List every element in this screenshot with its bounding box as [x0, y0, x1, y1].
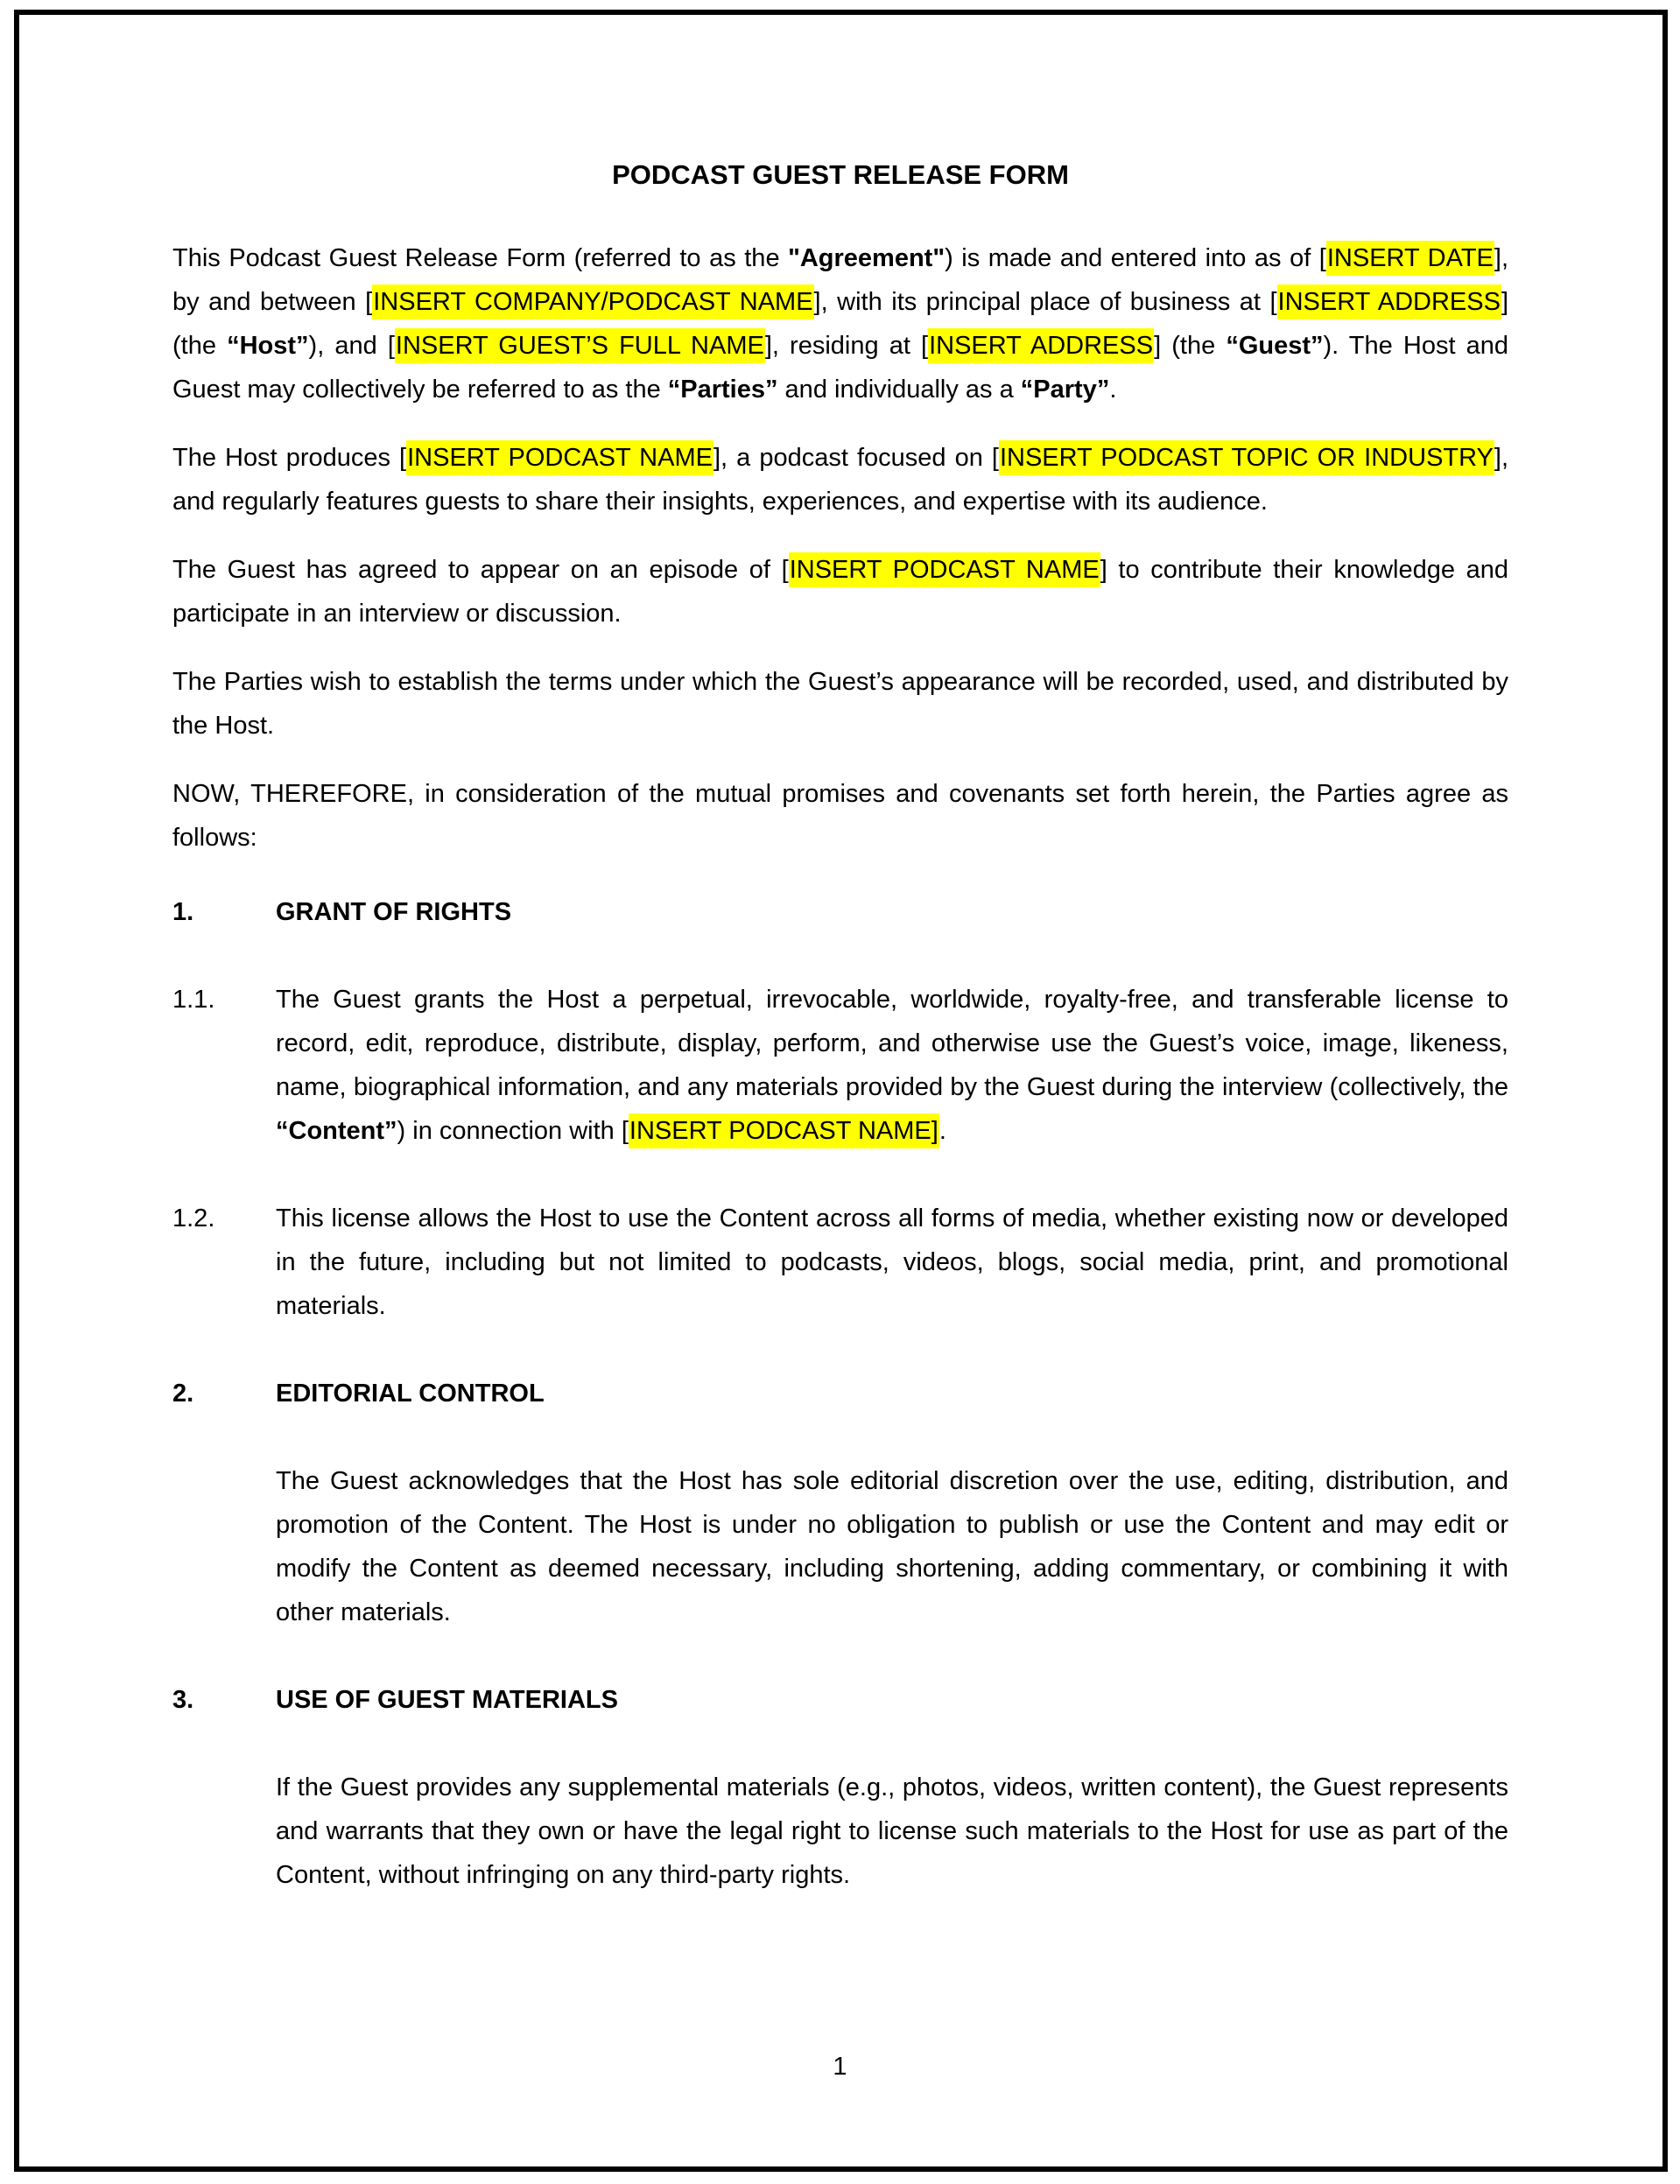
- section-3-heading-label: USE OF GUEST MATERIALS: [276, 1686, 618, 1714]
- text-run: The Guest acknowledges that the Host has sole editorial discretion over the use, editing, distribution, and promotion of the Content. The Host is under no obligation to publish or use the Content and may edit or modify the Content as deemed necessary, including shortening, adding commentary, or combining it with other materials.: [276, 1467, 1508, 1626]
- highlighted-placeholder: INSERT PODCAST TOPIC OR INDUSTRY: [999, 440, 1494, 475]
- highlighted-placeholder: INSERT GUEST’S FULL NAME: [395, 328, 765, 363]
- text-run: ] (the: [1154, 332, 1227, 360]
- text-run: ], residing at [: [764, 332, 929, 360]
- highlighted-placeholder: INSERT PODCAST NAME]: [629, 1113, 939, 1148]
- bold-term: “Guest”: [1226, 332, 1324, 360]
- section-1-heading-label: GRANT OF RIGHTS: [276, 898, 512, 926]
- text-run: If the Guest provides any supplemental materials (e.g., photos, videos, written content), the Guest represents and warrants that they own or have the legal right to license such materials to the Host for use as part of the Content, without infringing on any third-party rights.: [276, 1773, 1508, 1889]
- clause-1-2-number: 1.2.: [172, 1204, 215, 1232]
- bold-term: “Parties”: [667, 376, 778, 404]
- section-2-heading-label: EDITORIAL CONTROL: [276, 1380, 545, 1408]
- text-run: The Guest has agreed to appear on an episode of [: [172, 556, 789, 584]
- highlighted-placeholder: INSERT COMPANY/PODCAST NAME: [372, 284, 813, 320]
- bold-term: “Host”: [227, 332, 309, 360]
- clause-1-1: [172, 978, 1508, 1153]
- clause-1-2-text: [276, 1197, 1508, 1328]
- document-content: [172, 0, 1508, 1941]
- text-run: .: [1109, 376, 1117, 404]
- section-1-number: 1.: [172, 898, 194, 926]
- highlighted-placeholder: INSERT PODCAST NAME: [789, 552, 1100, 587]
- text-run: The Host produces [: [172, 444, 407, 472]
- section-2-number: 2.: [172, 1380, 194, 1408]
- section-2-heading: [172, 1372, 1508, 1415]
- bold-term: “Party”: [1020, 376, 1110, 404]
- highlighted-placeholder: INSERT ADDRESS: [928, 328, 1154, 363]
- text-run: ], a podcast focused on [: [713, 444, 999, 472]
- text-run: ] (the: [172, 288, 1508, 360]
- text-run: This license allows the Host to use the Content across all forms of media, whether existing now or developed in the future, including but not limited to podcasts, videos, blogs, social media, print, and promotional materials.: [276, 1204, 1508, 1320]
- text-run: ], by and between [: [172, 244, 1509, 316]
- highlighted-placeholder: INSERT ADDRESS: [1277, 284, 1501, 320]
- text-run: ). The Host and Guest may collectively be referred to as the: [172, 332, 1508, 404]
- clause-1-2: [172, 1197, 1508, 1328]
- recital-host-produces: [172, 436, 1508, 523]
- section-2-paragraph: [276, 1459, 1508, 1634]
- text-run: ] to contribute their knowledge and participate in an interview or discussion.: [172, 556, 1509, 628]
- section-3-heading: [172, 1678, 1508, 1722]
- section-1-heading: [172, 890, 1508, 934]
- now-therefore-paragraph: [172, 772, 1508, 860]
- section-3-number: 3.: [172, 1686, 194, 1714]
- text-run: The Guest grants the Host a perpetual, irrevocable, worldwide, royalty-free, and transferable license to record, edit, reproduce, distribute, display, perform, and otherwise use the Guest’s voice, image, likeness, name, biographical information, and any materials provided by the Guest during the interview (collectively, the: [276, 986, 1508, 1101]
- bold-term: “Content”: [276, 1117, 397, 1145]
- text-run: ) in connection with [: [397, 1117, 629, 1145]
- highlighted-placeholder: INSERT DATE: [1326, 241, 1494, 276]
- text-run: The Parties wish to establish the terms under which the Guest’s appearance will be recorded, used, and distributed by the Host.: [172, 668, 1508, 740]
- page-number: 1: [833, 2053, 847, 2081]
- text-run: This Podcast Guest Release Form (referred to as the: [172, 244, 789, 272]
- clause-1-1-text: [276, 978, 1508, 1153]
- text-run: ) is made and entered into as of [: [945, 244, 1326, 272]
- text-run: .: [938, 1117, 946, 1145]
- text-run: and individually as a: [777, 376, 1021, 404]
- recital-guest-agreed: [172, 548, 1508, 636]
- clause-1-1-number: 1.1.: [172, 986, 215, 1014]
- section-3-paragraph: [276, 1766, 1508, 1897]
- text-run: NOW, THEREFORE, in consideration of the mutual promises and covenants set forth herein, the Parties agree as follows:: [172, 780, 1508, 852]
- text-run: ), and [: [308, 332, 395, 360]
- highlighted-placeholder: INSERT PODCAST NAME: [406, 440, 713, 475]
- bold-term: "Agreement": [788, 244, 945, 272]
- text-run: ], and regularly features guests to share their insights, experiences, and expertise with its audience.: [172, 444, 1509, 516]
- text-run: ], with its principal place of business at [: [813, 288, 1277, 316]
- recital-parties-wish: [172, 660, 1508, 748]
- intro-paragraph: [172, 236, 1508, 411]
- page-title: PODCAST GUEST RELEASE FORM: [612, 159, 1069, 190]
